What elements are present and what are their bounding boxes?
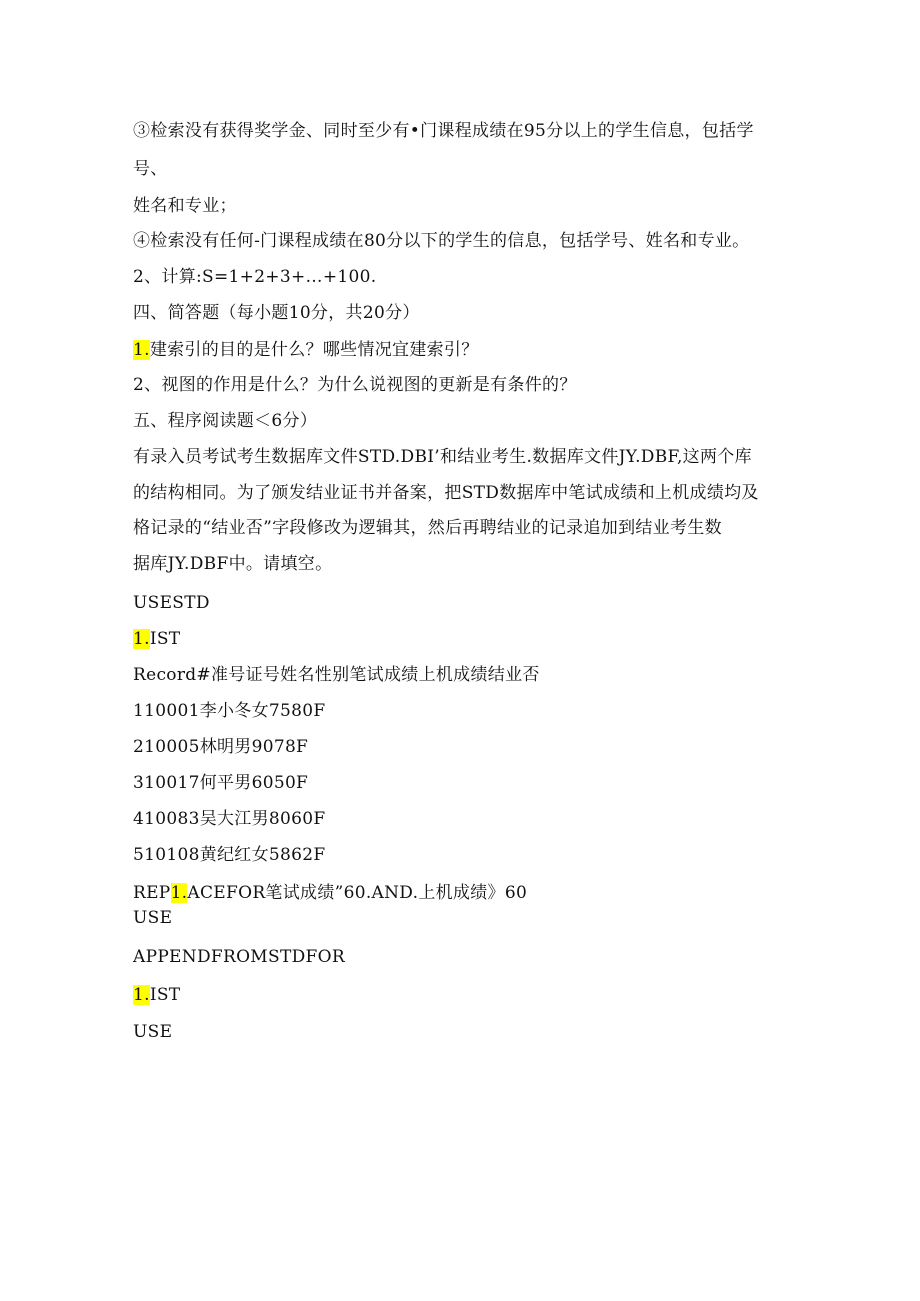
text-line-content: 2、计算:S=1+2+3+…+100.	[133, 267, 377, 287]
table-row	[133, 772, 308, 794]
text-line	[133, 120, 754, 142]
code-line	[133, 946, 345, 968]
text-line	[133, 517, 722, 539]
question-text: 建索引的目的是什么？哪些情况宜建索引？	[149, 340, 479, 360]
question-text: 2、视图的作用是什么？为什么说视图的更新是有条件的？	[133, 375, 577, 395]
code-text: ACEFOR笔试成绩”60.AND.上机成绩》60	[187, 883, 528, 903]
table-header-line	[133, 664, 540, 686]
table-row-text: 310017何平男6050F	[133, 773, 309, 793]
text-line	[133, 195, 237, 217]
code-text: IST	[149, 985, 181, 1005]
text-line	[133, 553, 332, 575]
highlighted-number: 1.	[133, 629, 150, 649]
text-line-content: ③检索没有获得奖学金、同时至少有•门课程成绩在95分以上的学生信息，包括学	[133, 121, 754, 141]
highlighted-number: 1.	[133, 985, 150, 1005]
section-heading	[133, 410, 317, 432]
text-line	[133, 482, 759, 504]
text-line	[133, 266, 376, 288]
table-row-text: 410083吴大江男8060F	[133, 809, 326, 829]
table-row	[133, 736, 308, 758]
table-row	[133, 700, 325, 722]
question-line	[133, 339, 479, 361]
section-heading-text: 五、程序阅读题＜6分）	[133, 411, 318, 431]
code-text: IST	[149, 629, 181, 649]
code-line	[133, 592, 210, 614]
highlighted-number: 1.	[170, 883, 188, 903]
section-heading-text: 四、简答题（每小题10分，共20分）	[133, 303, 420, 323]
code-line	[133, 1021, 172, 1043]
text-line	[133, 158, 168, 180]
text-line	[133, 230, 749, 252]
question-line	[133, 374, 577, 396]
table-row-text: 510108黄纪红女5862F	[133, 845, 326, 865]
text-line-content: 格记录的“结业否”字段修改为逻辑其，然后再聘结业的记录追加到结业考生数	[133, 518, 722, 538]
text-line-content: 号、	[133, 159, 168, 179]
code-text: USESTD	[133, 593, 210, 613]
code-line	[133, 628, 180, 650]
code-line	[133, 984, 180, 1006]
table-header-text: Record#准号证号姓名性别笔试成绩上机成绩结业否	[133, 665, 540, 685]
code-text: USE	[133, 1022, 173, 1042]
text-line-content: 姓名和专业；	[133, 196, 237, 216]
table-row-text: 110001李小冬女7580F	[133, 701, 326, 721]
highlighted-number: 1.	[133, 340, 150, 360]
text-line	[133, 446, 752, 468]
table-row	[133, 844, 325, 866]
text-line-content: 的结构相同。为了颁发结业证书并备案，把STD数据库中笔试成绩和上机成绩均及	[133, 483, 759, 503]
text-line-content: 据库JY.DBF中。请填空。	[133, 554, 333, 574]
table-row	[133, 808, 325, 830]
table-row-text: 210005林明男9078F	[133, 737, 309, 757]
code-text: USE	[133, 908, 173, 928]
section-heading	[133, 302, 420, 324]
code-text: APPENDFROMSTDFOR	[133, 947, 345, 967]
code-prefix: REP	[133, 883, 171, 903]
code-line	[133, 882, 527, 904]
code-line	[133, 907, 172, 929]
text-line-content: ④检索没有任何-门课程成绩在80分以下的学生的信息，包括学号、姓名和专业。	[133, 231, 750, 251]
text-line-content: 有录入员考试考生数据库文件STD.DBI’和结业考生.数据库文件JY.DBF,这两个库	[133, 447, 752, 467]
